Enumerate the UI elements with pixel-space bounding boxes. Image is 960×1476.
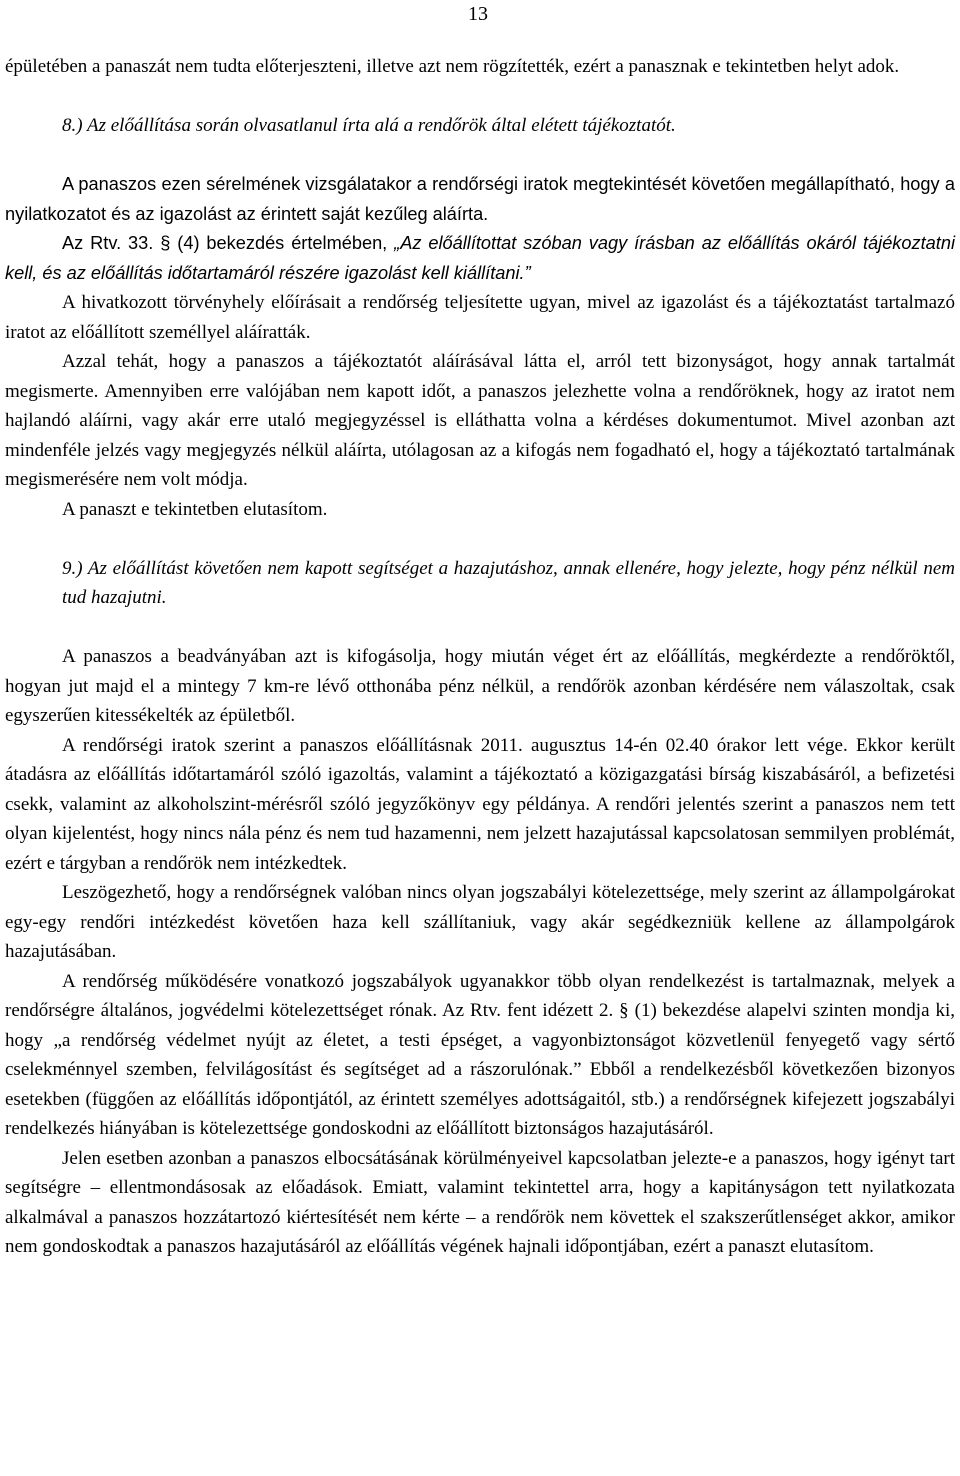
paragraph-regulations: A rendőrség működésére vonatkozó jogszabályok ugyanakkor több olyan rendelkezést is tartalmaznak, melyek a rendőrségre általános, jogvédelmi kötelezettséget rónak. Az Rtv. fent idézett 2. § (1) bekezdése alapelvi szinten mondja ki, hogy „a rendőrség védelmet nyújt az életet, a testi épséget, a vagyonbiztonságot közvetlenül fenyegető vagy sértő cselekménnyel szemben, felvilágosítást és segítséget ad a rászorulónak.” Ebből a rendelkezésből következően bizonyos esetekben (függően az előállítás időpontjától, az érintett személyes adottságaitól, stb.) a rendőrségnek kifejezett jogszabályi rendelkezés hiányában is kötelezettsége gondoskodni az előállított biztonságos hazajutásáról. (5, 970, 955, 1139)
page-number: 13 (468, 3, 488, 25)
paragraph-decision-8: A panaszt e tekintetben elutasítom. (62, 498, 328, 520)
paragraph-police-records: A rendőrségi iratok szerint a panaszos előállításnak 2011. augusztus 14-én 02.40 órakor lett vége. Ekkor került átadásra az előállítás időtartamáról szóló igazoltás, valamint a tájékoztató a közigazgatási bírság kiszabásáról, a befizetési csekk, valamint az alkoholszint-mérésről szóló jegyzőkönyv egy példánya. A rendőri jelentés szerint a panaszos nem tett olyan kijelentést, hogy nincs nála pénz és nem tud hazamenni, nem jelzett hazajutással kapcsolatosan semmilyen problémát, ezért e tárgyban a rendőrök nem intézkedtek. (5, 734, 955, 874)
paragraph-reasoning: Azzal tehát, hogy a panaszos a tájékoztatót aláírásával látta el, arról tett bizonyságot, hogy annak tartalmát megismerte. Amennyiben erre valójában nem kapott időt, a panaszos jelezhette volna a rendőröknek, hogy az iratot nem hajlandó aláírni, vagy akár erre utaló megjegyzéssel is elláthatta volna a kérdéses dokumentumot. Mivel azonban azt mindenféle jelzés vagy megjegyzés nélkül aláírta, utólagosan az a kifogás nem fogadható el, hogy a tájékoztató tartalmának megismerésére nem volt módja. (5, 351, 955, 490)
section-heading-9: 9.) Az előállítást követően nem kapott segítséget a hazajutáshoz, annak ellenére, hogy jelezte, hogy pénz nélkül nem tud hazajutni. (62, 557, 955, 608)
document-body (5, 52, 955, 1262)
citation-quote: „Az előállítottat szóban vagy írásban az előállítás okáról tájékoztatni kell, és az előállítás időtartamáról részére igazolást kell kiállítani.” (5, 233, 955, 283)
paragraph-findings: A panaszos ezen sérelmének vizsgálatakor a rendőrségi iratok megtekintését követően megállapítható, hogy a nyilatkozatot és az igazolást az érintett saját kezűleg aláírta. (5, 174, 955, 224)
paragraph-conclusion: Jelen esetben azonban a panaszos elbocsátásának körülményeivel kapcsolatban jelezte-e a panaszos, hogy igényt tart segítségre – ellentmondásosak az előadások. Emiatt, valamint tekintettel arra, hogy a kapitányságon tett nyilatkozata alkalmával a panaszos hozzátartozó kiértesítését nem kérte – a rendőrök nem követtek el szakszerűtlenséget akkor, amikor nem gondoskodtak a panaszos hazajutásáról az előállítás végének hajnali időpontjában, ezért a panaszt elutasítom. (5, 1147, 955, 1257)
paragraph-no-obligation: Leszögezhető, hogy a rendőrségnek valóban nincs olyan jogszabályi kötelezettsége, mely szerint az állampolgárokat egy-egy rendőri intézkedést követően haza kell szállítaniuk, vagy akár segédkezniük kellene az állampolgárok hazajutásában. (5, 882, 955, 962)
paragraph-complaint: A panaszos a beadványában azt is kifogásolja, hogy miután véget ért az előállítás, megkérdezte a rendőröktől, hogyan jut majd el a mintegy 7 km-re lévő otthonába pénz nélkül, a rendőrök azonban kérdésére nem válaszoltak, csak egyszerűen kitessékelték az épületből. (5, 646, 955, 726)
paragraph-compliance: A hivatkozott törvényhely előírásait a rendőrség teljesítette ugyan, mivel az igazolást és a tájékoztatást tartalmazó iratot az előállított személlyel aláíratták. (5, 292, 955, 343)
section-heading-8: 8.) Az előállítása során olvasatlanul írta alá a rendőrök által elétett tájékoztatót. (62, 115, 676, 136)
paragraph-legal-citation (5, 229, 955, 288)
citation-lead: Az Rtv. 33. § (4) bekezdés értelmében, (62, 233, 395, 253)
paragraph-continued: épületében a panaszát nem tudta előterjeszteni, illetve azt nem rögzítették, ezért a panasznak e tekintetben helyt adok. (5, 56, 900, 77)
